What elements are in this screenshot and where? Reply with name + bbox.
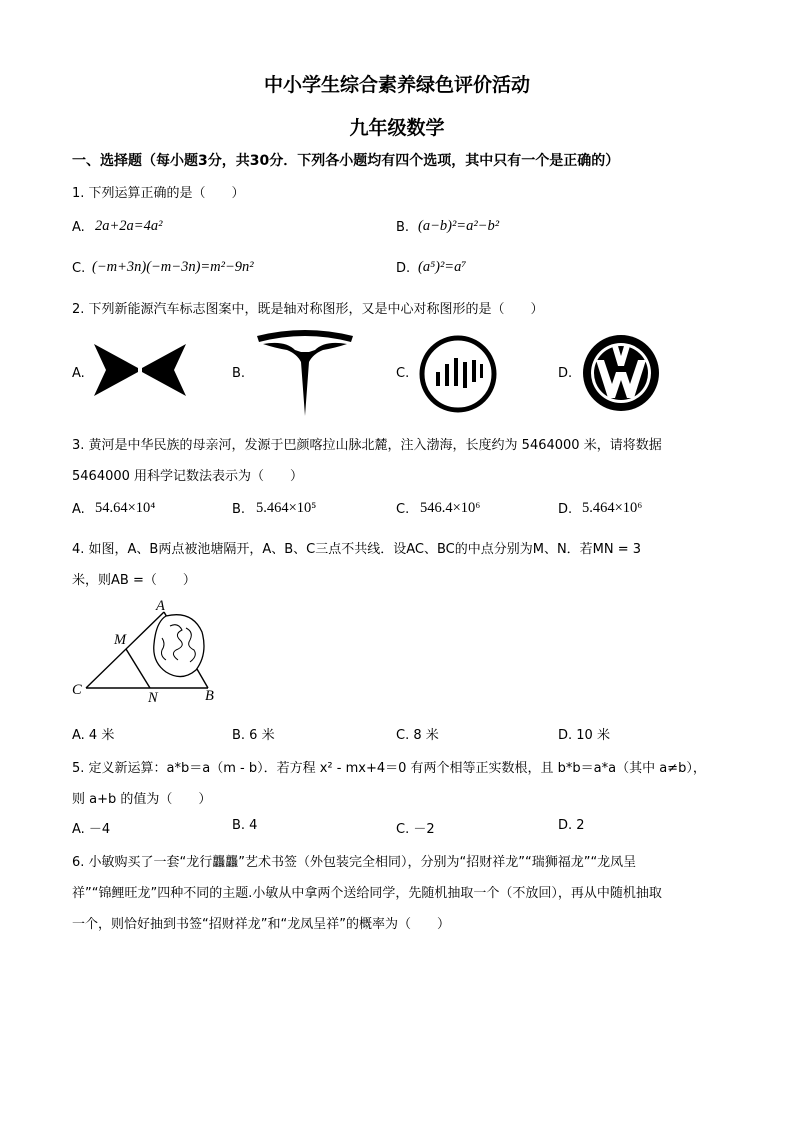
q1-option-b-label: B. [396,220,410,235]
q4-option-b: B. 6 米 [232,728,275,743]
q4-stem-line1: 4. 如图，A、B两点被池塘隔开，A、B、C三点不共线．设AC、BC的中点分别为M、N．若MN = 3 [72,542,642,557]
q3-option-d-label: D. [558,502,573,517]
q6-line2: 祥”“锦鲤旺龙”四种不同的主题.小敏从中拿两个送给同学，先随机抽取一个（不放回），再从中随机抽取 [72,886,662,901]
q1-option-c-label: C. [72,261,86,276]
q3-option-d-expr: 5.464×10⁶ [582,500,643,516]
section-heading: 一、选择题（每小题3分，共30分．下列各小题均有四个选项，其中只有一个是正确的） [72,153,620,169]
q5-stem-line1: 5. 定义新运算：a*b＝a（m - b）．若方程 x² - mx+4＝0 有两个相等正实数根，且 b*b＝a*a（其中 a≠b）， [72,761,706,776]
q5-option-d: D. 2 [558,818,585,833]
q6-line1: 6. 小敏购买了一套“龙行龘龘”艺术书签（外包装完全相同），分别为“招财祥龙”“瑞狮福龙”“龙凤呈 [72,855,637,870]
point-n-label: N [148,690,158,706]
page-title: 中小学生综合素养绿色评价活动 [263,74,530,96]
q4-option-c: C. 8 米 [396,728,439,743]
xpeng-logo-icon [92,342,188,398]
q3-stem-line2: 5464000 用科学记数法表示为（ ） [72,469,304,484]
point-a-label: A [156,598,165,614]
q2-stem: 2. 下列新能源汽车标志图案中，既是轴对称图形，又是中心对称图形的是（ ） [72,302,544,317]
q5-option-b: B. 4 [232,818,258,833]
q1-option-a-label: A. [72,220,85,235]
q6-line3: 一个，则恰好抽到书签“招财祥龙”和“龙凤呈祥”的概率为（ ） [72,917,450,932]
q2-option-b-label: B. [232,366,246,381]
point-c-label: C [72,682,82,698]
car-brand-logo-c-icon [418,334,498,414]
pond-triangle-diagram [66,596,226,708]
point-b-label: B [205,688,214,704]
q3-option-a-expr: 54.64×10⁴ [95,500,156,516]
q1-option-c-expr: (−m+3n)(−m−3n)=m²−9n² [92,259,254,275]
point-m-label: M [114,632,127,648]
q3-stem-line1: 3. 黄河是中华民族的母亲河，发源于巴颜喀拉山脉北麓，注入渤海，长度约为 5464000 米，请将数据 [72,438,662,453]
q2-option-a-label: A. [72,366,85,381]
q1-stem: 1. 下列运算正确的是（ ） [72,186,245,201]
q1-option-d-expr: (a⁵)²=a⁷ [418,259,467,275]
q3-option-b-expr: 5.464×10⁵ [256,500,317,516]
q3-option-a-label: A. [72,502,85,517]
q1-option-b-expr: (a−b)²=a²−b² [418,218,500,234]
page-subtitle: 九年级数学 [349,117,445,139]
q2-option-d-label: D. [558,366,573,381]
tesla-logo-icon [255,328,355,418]
volkswagen-logo-icon [582,334,660,412]
q4-option-a: A. 4 米 [72,728,115,743]
q3-option-c-expr: 546.4×10⁶ [420,500,481,516]
q1-option-d-label: D. [396,261,411,276]
q1-option-a-expr: 2a+2a=4a² [95,218,163,234]
q5-option-c: C. －2 [396,822,435,837]
q3-option-c-label: C. [396,502,410,517]
q3-option-b-label: B. [232,502,246,517]
q5-option-a: A. －4 [72,822,111,837]
q2-option-c-label: C. [396,366,410,381]
q5-stem-line2: 则 a+b 的值为（ ） [72,792,212,807]
q4-option-d: D. 10 米 [558,728,610,743]
q4-stem-line2: 米，则AB =（ ） [72,573,196,588]
